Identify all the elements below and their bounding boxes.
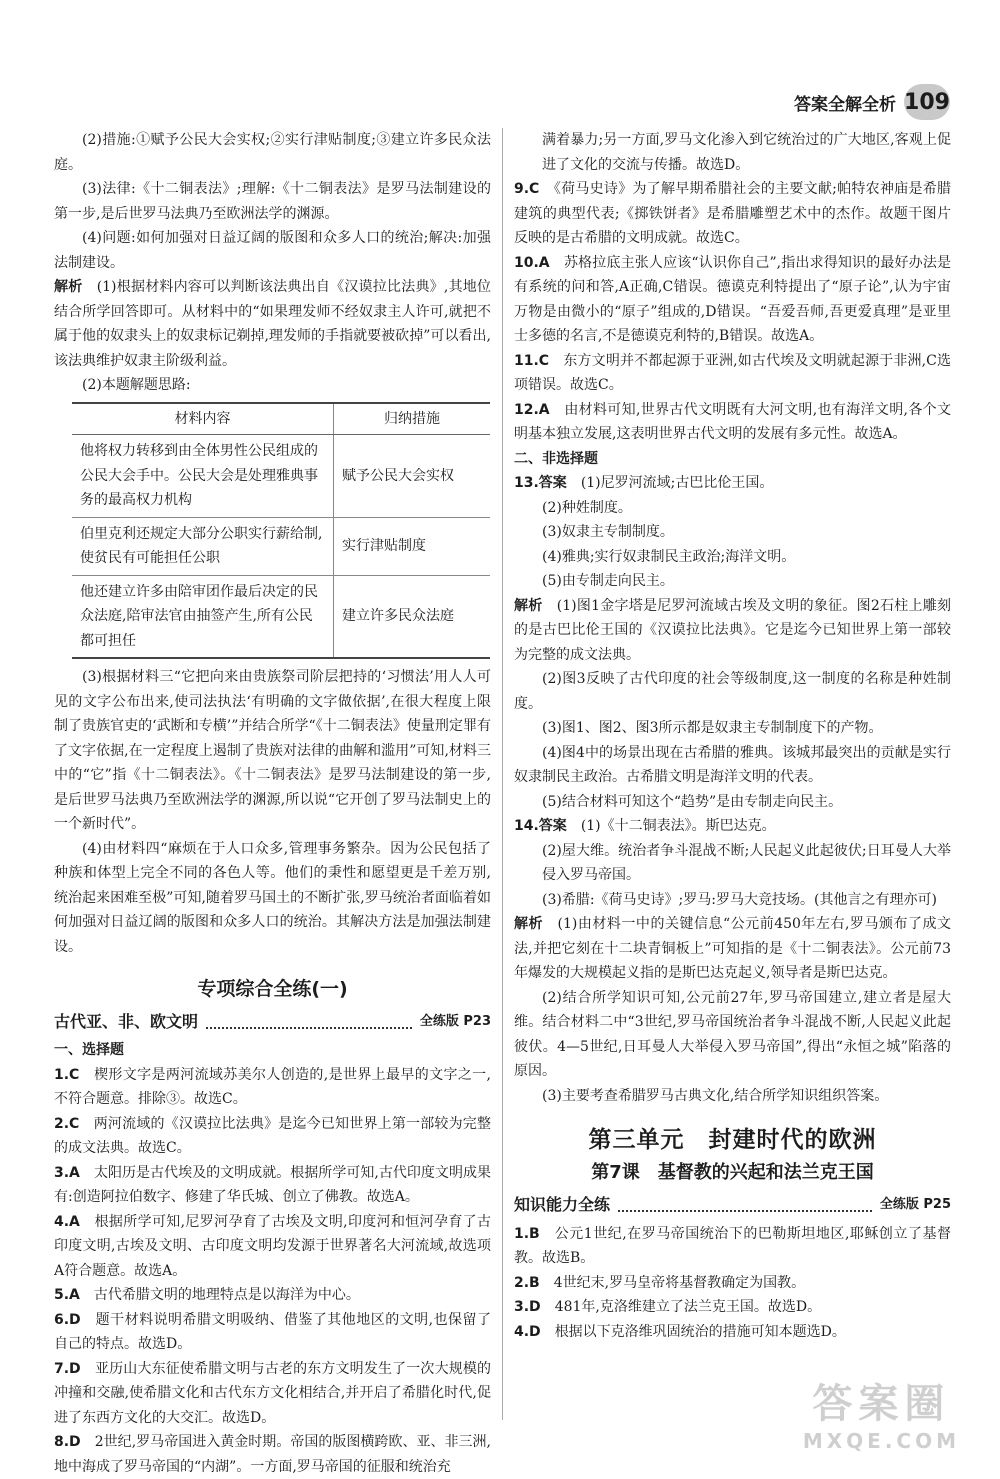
- item-number: 12.A: [514, 402, 550, 418]
- q14-answer-line: (3)希腊:《荷马史诗》;罗马:罗马大竞技场。(其他言之有理亦可): [514, 888, 951, 913]
- topic-ref: 全练版 P25: [880, 1193, 951, 1218]
- q13-analysis-line: (2)图3反映了古代印度的社会等级制度,这一制度的名称是种姓制度。: [514, 667, 951, 716]
- item-text: 题干材料说明希腊文明吸纳、借鉴了其他地区的文明,也保留了自己的特点。故选D。: [54, 1312, 491, 1353]
- q13-answer-line: (2)种姓制度。: [514, 496, 951, 521]
- q13-analysis-line: (3)图1、图2、图3所示都是奴隶主专制制度下的产物。: [514, 716, 951, 741]
- q13-analysis: [514, 594, 951, 668]
- analysis-text-1: (1)根据材料内容可以判断该法典出自《汉谟拉比法典》,其地位结合所学回答即可。从材料中的“如果理发师不经奴隶主人许可,就把不属于他的奴隶头上的奴隶标记剃掉,理发师的手指就要被砍掉”可以看出,该法典维护奴隶主阶级利益。: [54, 279, 491, 369]
- item-number: 5.A: [54, 1287, 80, 1303]
- analysis-paragraph-1: [54, 275, 491, 373]
- mc-list: [514, 1222, 951, 1345]
- list-item: [54, 1283, 491, 1308]
- answer-part-4: (4)问题:如何加强对日益辽阔的版图和众多人口的统治;解决:加强法制建设。: [54, 226, 491, 275]
- list-item: [54, 1063, 491, 1112]
- item-number: 1.B: [514, 1226, 540, 1242]
- list-item: [514, 349, 951, 398]
- watermark: [803, 1372, 960, 1453]
- lesson-title: 第7课 基督教的兴起和法兰克王国: [514, 1161, 951, 1186]
- left-column: [54, 128, 491, 1479]
- solution-table: [72, 402, 490, 660]
- watermark-logo: 答案圈: [803, 1372, 960, 1429]
- list-item: [54, 1210, 491, 1284]
- item-number: 1.C: [54, 1067, 79, 1083]
- item-text: 2世纪,罗马帝国进入黄金时期。帝国的版图横跨欧、亚、非三洲,地中海成了罗马帝国的“内湖”。一方面,罗马帝国的征服和统治充: [54, 1434, 491, 1475]
- item-number: 8.D: [54, 1434, 81, 1450]
- q14-analysis: [514, 912, 951, 986]
- item-text: 由材料可知,世界古代文明既有大河文明,也有海洋文明,各个文明基本独立发展,这表明世界古代文明的发展有多元性。故选A。: [514, 402, 951, 443]
- item-text: 公元1世纪,在罗马帝国统治下的巴勒斯坦地区,耶稣创立了基督教。故选B。: [514, 1226, 951, 1267]
- item-number: 2.B: [514, 1275, 540, 1291]
- q13-answer-line: (3)奴隶主专制制度。: [514, 520, 951, 545]
- table-header: 归纳措施: [334, 403, 491, 435]
- item-number: 6.D: [54, 1312, 81, 1328]
- item-text: (1)由材料一中的关键信息“公元前450年左右,罗马颁布了成文法,并把它刻在十二块青铜板上”可知指的是《十二铜表法》。公元前73年爆发的大规模起义指的是斯巴达克起义,领导者是斯巴达克。: [514, 916, 951, 981]
- column-divider: [502, 128, 503, 1420]
- table-cell: 他还建立许多由陪审团作最后决定的民众法庭,陪审法官由抽签产生,所有公民都可担任: [72, 575, 334, 658]
- item-text: 根据以下克洛维巩固统治的措施可知本题选D。: [555, 1324, 846, 1340]
- item-text: 4世纪末,罗马皇帝将基督教确定为国教。: [554, 1275, 805, 1291]
- item-number: 4.A: [54, 1214, 80, 1230]
- item-number: 11.C: [514, 353, 549, 369]
- analysis-label: 解析: [514, 916, 543, 932]
- item-text: 根据所学可知,尼罗河孕育了古埃及文明,印度河和恒河孕育了古印度文明,古埃及文明、古印度文明均发源于世界著名大河流域,故选项A符合题意。故选A。: [54, 1214, 491, 1279]
- item-text: 古代希腊文明的地理特点是以海洋为中心。: [94, 1287, 360, 1303]
- item-number: 7.D: [54, 1361, 81, 1377]
- item-number: 2.C: [54, 1116, 79, 1132]
- item-text: 两河流域的《汉谟拉比法典》是迄今已知世界上第一部较为完整的成文法典。故选C。: [54, 1116, 491, 1157]
- q14-analysis-line: (2)结合所学知识可知,公元前27年,罗马帝国建立,建立者是屋大维。结合材料二中“3世纪,罗马帝国统治者争斗混战不断,人民起义此起彼伏。4—5世纪,日耳曼人大举侵入罗马帝国”,得出“永恒之城”陷落的原因。: [514, 986, 951, 1084]
- item-text: 481年,克洛维建立了法兰克王国。故选D。: [555, 1299, 821, 1315]
- item-text: 太阳历是古代埃及的文明成就。根据所学可知,古代印度文明成果有:创造阿拉伯数字、修建了华氏城、创立了佛教。故选A。: [54, 1165, 491, 1206]
- dotted-leader: [206, 1015, 412, 1029]
- answer-part-3: (3)法律:《十二铜表法》;理解:《十二铜表法》是罗马法制建设的第一步,是后世罗马法典乃至欧洲法学的渊源。: [54, 177, 491, 226]
- list-item: [54, 1357, 491, 1431]
- item-number: 14.答案: [514, 818, 567, 834]
- q13-analysis-line: (5)结合材料可知这个“趋势”是由专制走向民主。: [514, 790, 951, 815]
- item-number: 3.A: [54, 1165, 80, 1181]
- q13-answer: [514, 471, 951, 496]
- q14-analysis-line: (3)主要考查希腊罗马古典文化,结合所学知识组织答案。: [514, 1084, 951, 1109]
- analysis-label: 解析: [514, 598, 543, 614]
- table-cell: 建立许多民众法庭: [334, 575, 491, 658]
- topic-title: 古代亚、非、欧文明: [54, 1010, 198, 1035]
- table-row: [72, 435, 490, 518]
- item-text: 亚历山大东征使希腊文明与古老的东方文明发生了一次大规模的冲撞和交融,使希腊文化和古代东方文化相结合,并开启了希腊化时代,促进了东西方文化的大交汇。故选D。: [54, 1361, 491, 1426]
- q14-answer: [514, 814, 951, 839]
- topic-title: 知识能力全练: [514, 1193, 610, 1218]
- table-cell: 他将权力转移到由全体男性公民组成的公民大会手中。公民大会是处理雅典事务的最高权力机构: [72, 435, 334, 518]
- q13-answer-line: (4)雅典;实行奴隶制民主政治;海洋文明。: [514, 545, 951, 570]
- watermark-url: MXQE.COM: [803, 1429, 960, 1453]
- list-item: [514, 251, 951, 349]
- list-item: [54, 1308, 491, 1357]
- item-text: (1)尼罗河流域;古巴比伦王国。: [581, 475, 774, 491]
- item-text: (1)图1金字塔是尼罗河流域古埃及文明的象征。图2石柱上雕刻的是古巴比伦王国的《汉谟拉比法典》。它是迄今已知世界上第一部较为完整的成文法典。: [514, 598, 951, 663]
- page-header: [794, 84, 950, 120]
- list-item: [514, 398, 951, 447]
- item-text: 楔形文字是两河流域苏美尔人创造的,是世界上最早的文字之一,不符合题意。排除③。故选C。: [54, 1067, 491, 1108]
- list-item: [514, 1271, 951, 1296]
- table-header: 材料内容: [72, 403, 334, 435]
- analysis-paragraph-3: (3)根据材料三“它把向来由贵族祭司阶层把持的‘习惯法’用人人可见的文字公布出来,使司法执法‘有明确的文字做依据’,在很大程度上限制了贵族官吏的‘武断和专横’”并结合所学“《十二铜表法》使量刑定罪有了文字依据,在一定程度上遏制了贵族对法律的曲解和滥用”可知,材料三中的“它”指《十二铜表法》。《十二铜表法》是罗马法制建设的第一步,是后世罗马法典乃至欧洲法学的渊源,所以说“它开创了罗马法制史上的一个新时代”。: [54, 665, 491, 837]
- q13-answer-line: (5)由专制走向民主。: [514, 569, 951, 594]
- item-number: 9.C: [514, 181, 539, 197]
- mc-list: [54, 1063, 491, 1479]
- item-text: 《荷马史诗》为了解早期希腊社会的主要文献;帕特农神庙是希腊建筑的典型代表;《掷铁饼者》是希腊雕塑艺术中的杰作。故题干图片反映的是古希腊的文明成就。故选C。: [514, 181, 951, 246]
- item-text: (1)《十二铜表法》。斯巴达克。: [581, 818, 776, 834]
- header-title: 答案全解全析: [794, 90, 896, 115]
- section-title: 专项综合全练(一): [54, 977, 491, 1002]
- analysis-paragraph-4: (4)由材料四“麻烦在于人口众多,管理事务繁杂。因为公民包括了种族和体型上完全不同的各色人等。他们的秉性和愿望更是千差万别,统治起来困难至极”可知,随着罗马国土的不断扩张,罗马统治者面临着如何加强对日益辽阔的版图和众多人口的统治。其解决方法是加强法制建设。: [54, 837, 491, 960]
- right-column: [514, 128, 951, 1344]
- part-heading: 一、选择题: [54, 1038, 491, 1063]
- answer-part-2: (2)措施:①赋予公民大会实权;②实行津贴制度;③建立许多民众法庭。: [54, 128, 491, 177]
- topic-ref: 全练版 P23: [420, 1010, 491, 1035]
- table-row: [72, 575, 490, 658]
- list-item: [514, 177, 951, 251]
- table-row: [72, 517, 490, 575]
- topic-bar: [54, 1010, 491, 1035]
- dotted-leader: [618, 1198, 872, 1212]
- item-number: 13.答案: [514, 475, 567, 491]
- item-number: 4.D: [514, 1324, 541, 1340]
- list-item: [54, 1161, 491, 1210]
- list-item: [514, 1320, 951, 1345]
- unit-title: 第三单元 封建时代的欧洲: [514, 1128, 951, 1153]
- list-item: [514, 1295, 951, 1320]
- mc-list: [514, 177, 951, 447]
- list-item: [514, 1222, 951, 1271]
- item-text: 苏格拉底主张人应该“认识你自己”,指出求得知识的最好办法是有系统的问和答,A正确,C错误。德谟克利特提出了“原子论”,认为宇宙万物是由微小的“原子”组成的,D错误。“吾爱吾师,吾更爱真理”是亚里士多德的名言,不是德谟克利特的,B错误。故选A。: [514, 255, 951, 345]
- table-cell: 赋予公民大会实权: [334, 435, 491, 518]
- page-number: 109: [904, 84, 950, 120]
- topic-bar: [514, 1193, 951, 1218]
- part-heading: 二、非选择题: [514, 447, 951, 472]
- list-item: [54, 1112, 491, 1161]
- analysis-label: 解析: [54, 279, 82, 295]
- list-item: [54, 1430, 491, 1479]
- q13-analysis-line: (4)图4中的场景出现在古希腊的雅典。该城邦最突出的贡献是实行奴隶制民主政治。古希腊文明是海洋文明的代表。: [514, 741, 951, 790]
- item-number: 3.D: [514, 1299, 541, 1315]
- item-number: 10.A: [514, 255, 550, 271]
- q14-answer-line: (2)屋大维。统治者争斗混战不断;人民起义此起彼伏;日耳曼人大举侵入罗马帝国。: [514, 839, 951, 888]
- table-cell: 伯里克利还规定大部分公职实行薪给制,使贫民有可能担任公职: [72, 517, 334, 575]
- table-cell: 实行津贴制度: [334, 517, 491, 575]
- analysis-paragraph-2: (2)本题解题思路:: [54, 373, 491, 398]
- item-text: 东方文明并不都起源于亚洲,如古代埃及文明就起源于非洲,C选项错误。故选C。: [514, 353, 951, 394]
- continued-text: 满着暴力;另一方面,罗马文化渗入到它统治过的广大地区,客观上促进了文化的交流与传播。故选D。: [514, 128, 951, 177]
